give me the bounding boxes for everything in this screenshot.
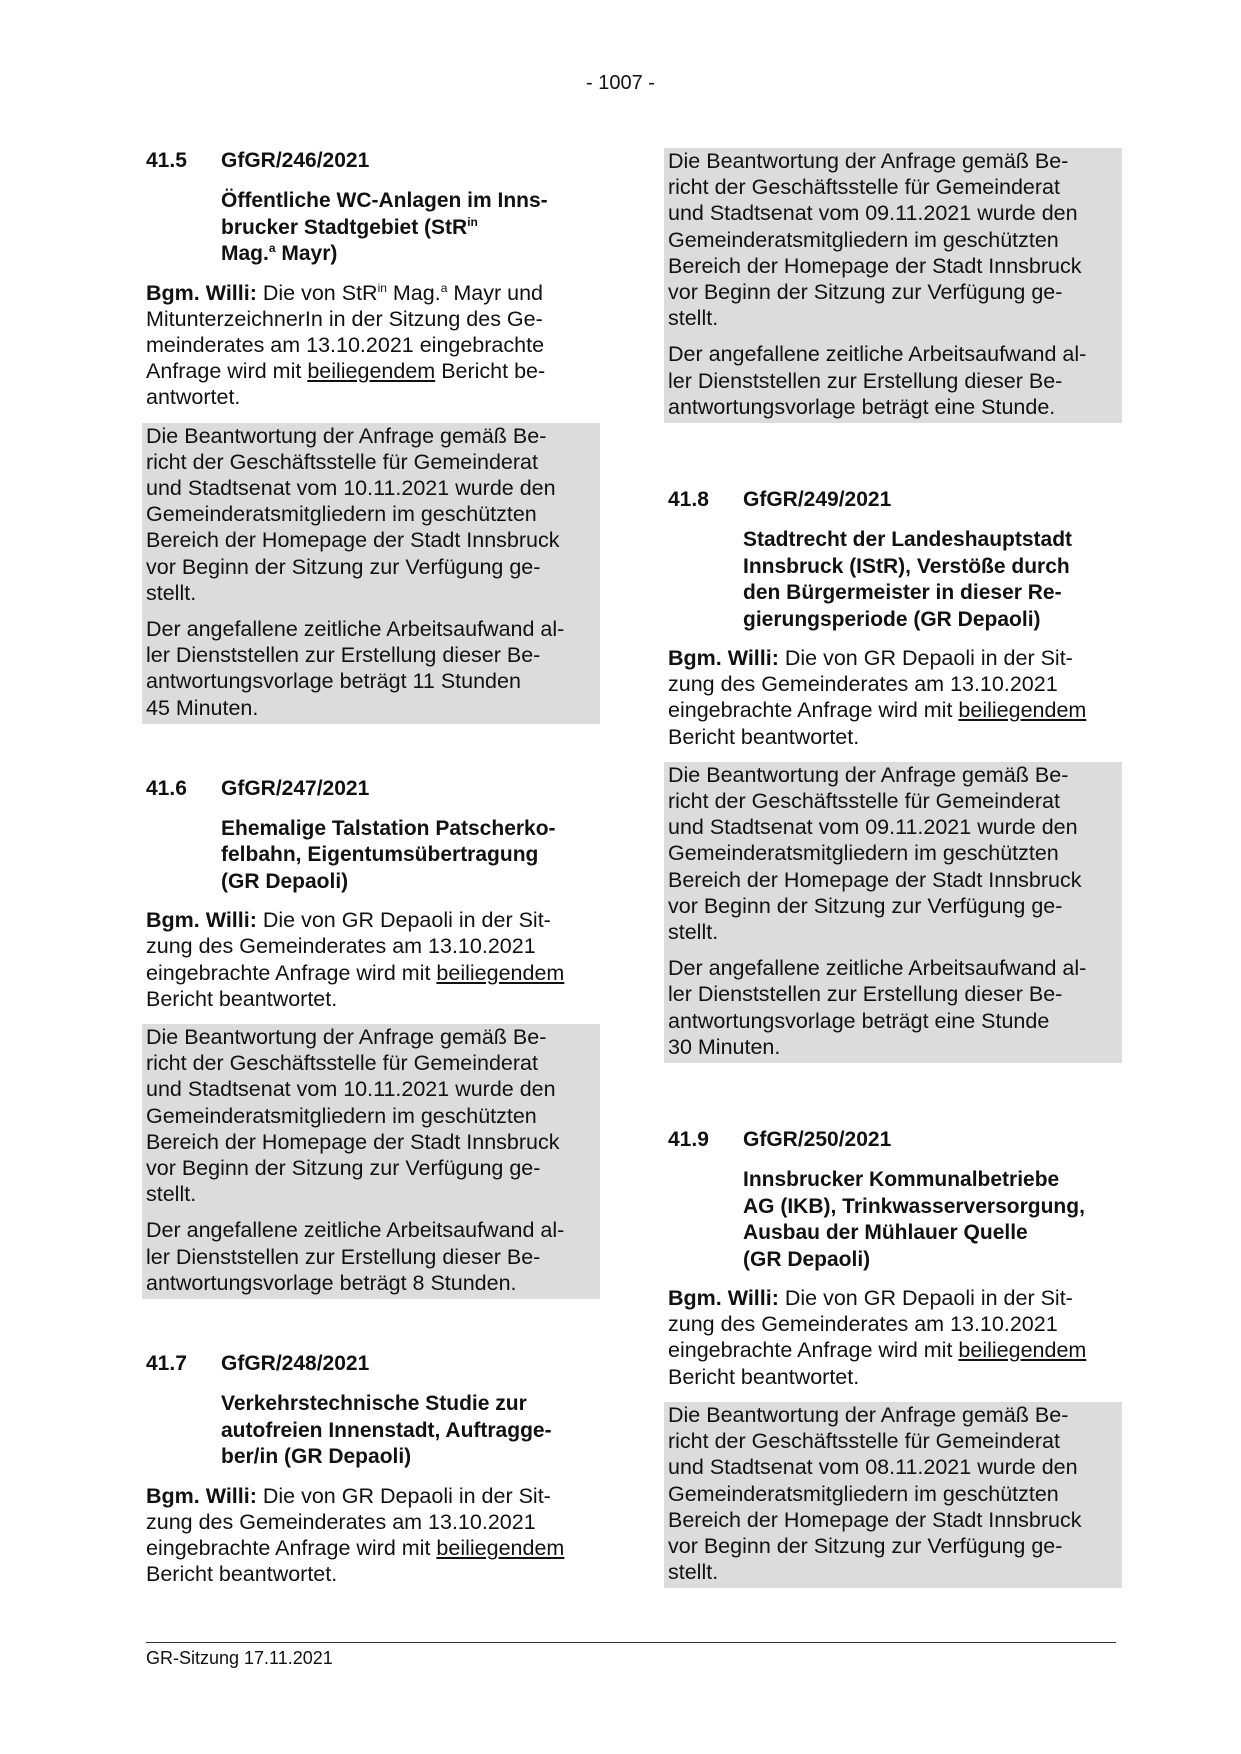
section-code: GfGR/250/2021	[743, 1128, 892, 1152]
footer-text: GR-Sitzung 17.11.2021	[146, 1648, 333, 1668]
section-41-7-continued	[668, 148, 1126, 423]
section-heading	[146, 776, 604, 802]
answer-box	[664, 1402, 1122, 1588]
answer-box	[142, 1024, 600, 1299]
speaker: Bgm. Willi:	[146, 1483, 257, 1508]
left-column	[146, 148, 604, 1599]
section-heading	[668, 1127, 1126, 1153]
answer-box	[664, 762, 1122, 1063]
answer-box	[664, 148, 1122, 423]
page-number: - 1007 -	[586, 72, 655, 94]
section-heading	[146, 1351, 604, 1377]
section-title: Stadtrecht der Landeshauptstadt Innsbruck (IStR), Verstöße durch den Bürgermeister in dieser Re- gierungsperiode (GR Depaoli)	[743, 528, 1073, 631]
section-number: 41.9	[668, 1128, 709, 1152]
attachment-link[interactable]: beiliegendem	[436, 960, 565, 985]
section-title: Öffentliche WC-Anlagen im Inns- brucker Stadtgebiet (StR$^{in}$ Mag.$^a$ Mayr)	[221, 189, 548, 265]
attachment-link[interactable]: beiliegendem	[958, 698, 1087, 723]
section-41-8	[668, 487, 1126, 1063]
answer-box	[142, 423, 600, 724]
attachment-link[interactable]: beiliegendem	[307, 359, 436, 384]
effort-paragraph: Der angefallene zeitliche Arbeitsaufwand al- ler Dienststellen zur Erstellung dieser Be- antwortungsvorlage beträgt eine Stunde 30 Minuten.	[668, 956, 1087, 1059]
answer-paragraph: Die Beantwortung der Anfrage gemäß Be- richt der Geschäftsstelle für Gemeinderat und Stadtsenat vom 09.11.2021 wurde den Gemeinderatsmitgliedern im geschützten Bereich der Homepage der Stadt Innsbruck vor Beginn der Sitzung zur Verfügung ge- stellt.	[668, 149, 1082, 331]
section-number: 41.5	[146, 149, 187, 172]
section-code: GfGR/248/2021	[221, 1352, 370, 1376]
intro-paragraph: Bgm. Willi: Die von GR Depaoli in der Sit- zung des Gemeinderates am 13.10.2021 eingebrachte Anfrage wird mit beiliegendem Bericht beantwortet.	[146, 908, 565, 1011]
answer-paragraph: Die Beantwortung der Anfrage gemäß Be- richt der Geschäftsstelle für Gemeinderat und Stadtsenat vom 08.11.2021 wurde den Gemeinderatsmitgliedern im geschützten Bereich der Homepage der Stadt Innsbruck vor Beginn der Sitzung zur Verfügung ge- stellt.	[668, 1402, 1082, 1585]
intro-paragraph: Bgm. Willi: Die von GR Depaoli in der Sit- zung des Gemeinderates am 13.10.2021 eingebrachte Anfrage wird mit beiliegendem Bericht beantwortet.	[668, 646, 1087, 749]
speaker: Bgm. Willi:	[668, 1286, 779, 1311]
effort-paragraph: Der angefallene zeitliche Arbeitsaufwand al- ler Dienststellen zur Erstellung dieser Be- antwortungsvorlage beträgt 8 Stunden.	[146, 1218, 565, 1295]
right-column	[668, 148, 1126, 1598]
section-code: GfGR/249/2021	[743, 488, 892, 512]
answer-paragraph: Die Beantwortung der Anfrage gemäß Be- richt der Geschäftsstelle für Gemeinderat und Stadtsenat vom 09.11.2021 wurde den Gemeinderatsmitgliedern im geschützten Bereich der Homepage der Stadt Innsbruck vor Beginn der Sitzung zur Verfügung ge- stellt.	[668, 762, 1082, 945]
answer-paragraph: Die Beantwortung der Anfrage gemäß Be- richt der Geschäftsstelle für Gemeinderat und Stadtsenat vom 10.11.2021 wurde den Gemeinderatsmitgliedern im geschützten Bereich der Homepage der Stadt Innsbruck vor Beginn der Sitzung zur Verfügung ge- stellt.	[146, 1025, 560, 1207]
section-title: Verkehrstechnische Studie zur autofreien Innenstadt, Auftragge- ber/in (GR Depaoli)	[221, 1392, 552, 1469]
section-title: Ehemalige Talstation Patscherko- felbahn, Eigentumsübertragung (GR Depaoli)	[221, 816, 556, 893]
attachment-link[interactable]: beiliegendem	[958, 1338, 1087, 1363]
section-number: 41.7	[146, 1352, 187, 1376]
speaker: Bgm. Willi:	[146, 908, 257, 933]
section-code: GfGR/247/2021	[221, 776, 370, 800]
intro-paragraph: Bgm. Willi: Die von GR Depaoli in der Sit- zung des Gemeinderates am 13.10.2021 eingebrachte Anfrage wird mit beiliegendem Bericht beantwortet.	[146, 1483, 565, 1587]
intro-paragraph: Bgm. Willi: Die von StR$^{in}$ Mag.$^a$ Mayr und MitunterzeichnerIn in der Sitzung des Ge- meinderates am 13.10.2021 eingebrachte Anfrage wird mit beiliegendem Bericht be- antwortet.	[146, 280, 546, 410]
intro-paragraph: Bgm. Willi: Die von GR Depaoli in der Sit- zung des Gemeinderates am 13.10.2021 eingebrachte Anfrage wird mit beiliegendem Bericht beantwortet.	[668, 1286, 1087, 1389]
section-code: GfGR/246/2021	[221, 149, 370, 172]
effort-paragraph: Der angefallene zeitliche Arbeitsaufwand al- ler Dienststellen zur Erstellung dieser Be- antwortungsvorlage beträgt 11 Stunden 45 Minuten.	[146, 616, 565, 720]
section-heading	[146, 148, 604, 174]
section-41-7	[146, 1351, 604, 1587]
speaker: Bgm. Willi:	[668, 646, 779, 671]
section-number: 41.6	[146, 776, 187, 800]
effort-paragraph: Der angefallene zeitliche Arbeitsaufwand al- ler Dienststellen zur Erstellung dieser Be- antwortungsvorlage beträgt eine Stunde.	[668, 342, 1087, 419]
section-41-6	[146, 776, 604, 1299]
section-number: 41.8	[668, 488, 709, 512]
answer-paragraph: Die Beantwortung der Anfrage gemäß Be- richt der Geschäftsstelle für Gemeinderat und Stadtsenat vom 10.11.2021 wurde den Gemeinderatsmitgliedern im geschützten Bereich der Homepage der Stadt Innsbruck vor Beginn der Sitzung zur Verfügung ge- stellt.	[146, 423, 560, 605]
footer-rule	[146, 1642, 1116, 1643]
section-41-9	[668, 1127, 1126, 1588]
attachment-link[interactable]: beiliegendem	[436, 1536, 565, 1560]
section-41-5	[146, 148, 604, 724]
speaker: Bgm. Willi:	[146, 280, 257, 305]
section-heading	[668, 487, 1126, 513]
section-title: Innsbrucker Kommunalbetriebe AG (IKB), Trinkwasserversorgung, Ausbau der Mühlauer Quelle (GR Depaoli)	[743, 1168, 1085, 1271]
